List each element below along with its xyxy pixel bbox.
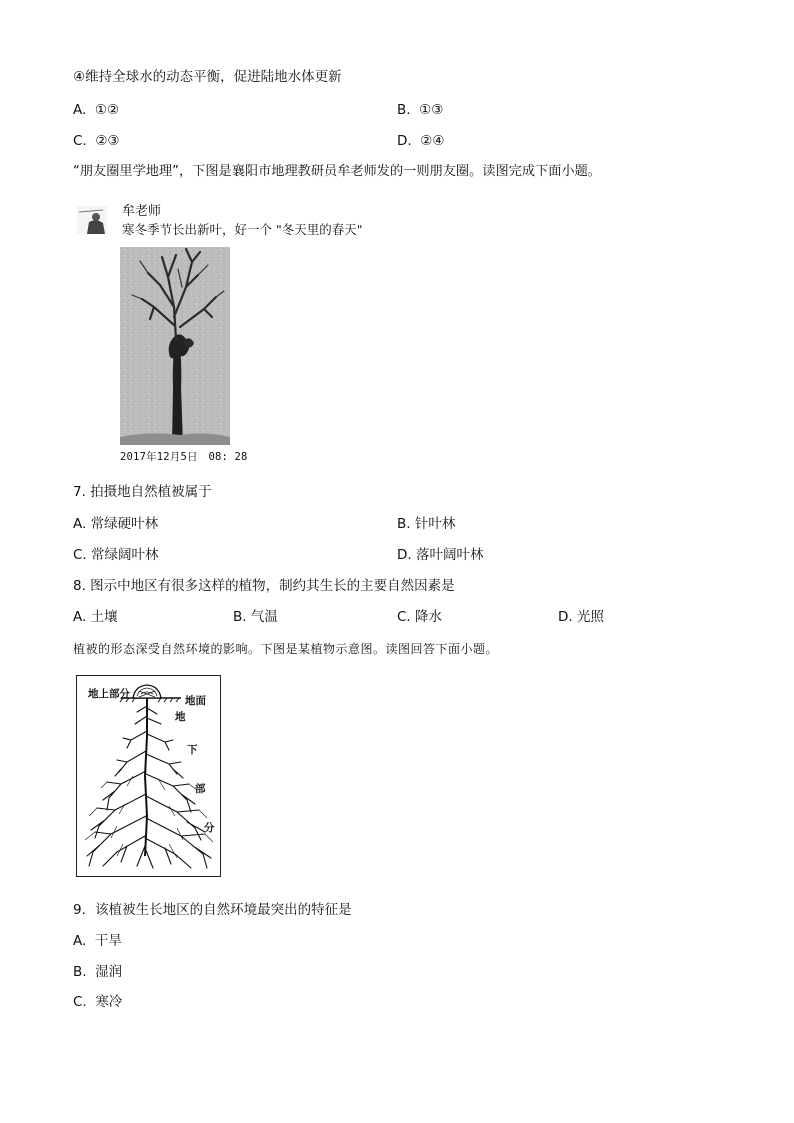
option-text: 土壤 [90,609,118,625]
option-letter: B. [397,102,411,118]
option-text: 常绿阔叶林 [91,547,159,563]
option-letter: D. [397,133,412,149]
option-letter: A. [73,102,87,118]
option-text: 落叶阔叶林 [415,547,484,563]
option-text: 湿润 [95,964,123,980]
option-text: ①② [94,102,120,118]
option-letter: C. [73,547,87,563]
option-letter: B. [73,964,87,980]
q6-option-c [73,132,120,150]
avatar [77,206,107,234]
q9-option-b [73,963,122,981]
option-letter: A. [73,609,87,625]
option-letter: A. [73,933,87,949]
post-text: 寒冬季节长出新叶，好一个 "冬天里的春天" [122,222,363,237]
intro-moments: “朋友圈里学地理”，下图是襄阳市地理教研员牟老师发的一则朋友圈。读图完成下面小题。 [73,164,601,179]
option-text: 寒冷 [95,994,123,1010]
label-above-ground: 地上部分 [88,688,130,700]
option-letter: C. [73,994,87,1010]
option-text: ①③ [419,102,444,118]
q6-item-4: ④维持全球水的动态平衡，促进陆地水体更新 [73,69,342,85]
option-text: 干旱 [94,933,122,949]
q6-option-d [397,132,445,150]
option-letter: A. [73,516,87,532]
q6-option-a [73,101,119,119]
tree-photo [120,247,230,445]
option-text: ②④ [420,133,445,149]
q7-option-a [73,515,158,533]
q7-option-d [397,546,483,564]
option-text: 针叶林 [414,516,456,532]
q8-option-c [397,608,442,626]
label-below-3: 部 [195,783,206,795]
q9-option-a [73,932,122,950]
post-author-name: 牟老师 [122,204,162,219]
option-letter: D. [397,547,412,563]
q8-option-d [558,608,604,626]
option-text: 降水 [415,609,443,625]
q9-option-c [73,993,122,1011]
option-text: ②③ [95,133,120,149]
option-text: 气温 [250,609,278,625]
option-letter: C. [73,133,87,149]
option-text: 常绿硬叶林 [90,516,159,532]
tree-image [120,247,230,445]
label-below-2: 下 [187,744,198,756]
label-ground-surface: 地面 [185,695,206,707]
q7-option-b [397,515,455,533]
option-letter: D. [558,609,573,625]
label-below-1: 地 [175,711,186,723]
option-letter: B. [233,609,247,625]
q7-option-c [73,546,159,564]
intro-plant: 植被的形态深受自然环境的影响。下图是某植物示意图。读图回答下面小题。 [73,642,499,656]
option-letter: B. [397,516,411,532]
q8-option-b [233,608,278,626]
q8-option-a [73,608,118,626]
label-below-4: 分 [204,822,215,834]
q9-stem: 9．该植被生长地区的自然环境最突出的特征是 [73,902,352,918]
photo-timestamp: 2017年12月5日 08: 28 [120,451,248,463]
q8-stem: 8. 图示中地区有很多这样的植物，制约其生长的主要自然因素是 [73,578,455,594]
q6-option-b [397,101,443,119]
option-letter: C. [397,609,411,625]
option-text: 光照 [576,609,604,625]
avatar-icon [77,206,107,234]
q7-stem: 7. 拍摄地自然植被属于 [73,484,212,500]
plant-diagram [76,675,221,877]
